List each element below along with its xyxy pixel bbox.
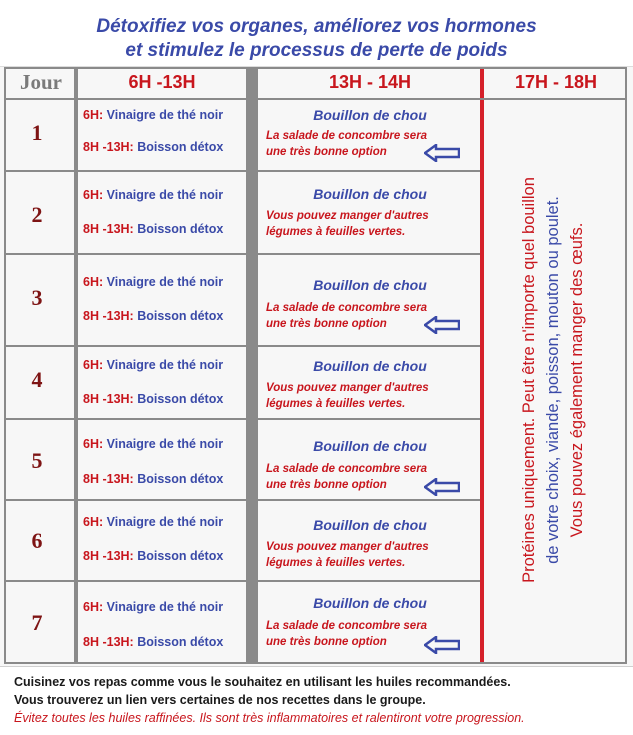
soup-label: Bouillon de chou: [313, 277, 427, 293]
soup-label: Bouillon de chou: [313, 358, 427, 374]
page-title: [0, 0, 633, 67]
morning-line-1: 6H: Vinaigre de thé noir: [83, 108, 224, 122]
grid-line: [74, 68, 78, 664]
day-number: 7: [31, 610, 43, 635]
morning-line-1: 6H: Vinaigre de thé noir: [83, 437, 224, 451]
note-text: La salade de concombre sera une très bonne option: [266, 130, 428, 158]
footer-warning: Évitez toutes les huiles raffinées. Ils sont très inflammatoires et ralentiront votre progression.: [14, 711, 525, 725]
column-header-midday: 13H - 14H: [328, 72, 412, 92]
arrow-left-icon: [424, 478, 460, 496]
morning-line-1: 6H: Vinaigre de thé noir: [83, 275, 224, 289]
soup-label: Bouillon de chou: [313, 107, 427, 123]
soup-label: Bouillon de chou: [313, 517, 427, 533]
morning-line-1: 6H: Vinaigre de thé noir: [83, 358, 224, 372]
evening-line-2: de votre choix, viande, poisson, mouton ou poulet.: [544, 196, 562, 564]
note-text: La salade de concombre sera une très bonne option: [266, 620, 428, 648]
morning-line-2: 8H -13H: Boisson détox: [83, 140, 224, 154]
grid-line: [625, 68, 627, 664]
note-text: La salade de concombre sera une très bonne option: [266, 463, 428, 491]
day-number: 1: [31, 120, 43, 145]
grid-line: [4, 662, 627, 664]
grid-line: [4, 580, 480, 582]
note-text: Vous pouvez manger d'autres légumes à feuilles vertes.: [266, 541, 429, 569]
grid-line: [4, 345, 480, 347]
grid-line: [4, 253, 480, 255]
note-text: Vous pouvez manger d'autres légumes à feuilles vertes.: [266, 210, 429, 238]
evening-line-3: Vous pouvez également manger des œufs.: [568, 222, 586, 538]
soup-label: Bouillon de chou: [313, 438, 427, 454]
grid-line: [4, 499, 480, 501]
evening-divider: [480, 68, 484, 664]
day-number: 3: [31, 285, 43, 310]
column-header-evening: 17H - 18H: [514, 72, 598, 92]
footer-line-1: Cuisinez vos repas comme vous le souhaitez en utilisant les huiles recommandées.: [14, 675, 511, 689]
grid-line: [246, 68, 258, 664]
column-header-morning: 6H -13H: [128, 72, 196, 92]
morning-line-2: 8H -13H: Boisson détox: [83, 222, 224, 236]
day-number: 2: [31, 202, 43, 227]
morning-line-2: 8H -13H: Boisson détox: [83, 472, 224, 486]
day-number: 5: [31, 448, 43, 473]
note-text: La salade de concombre sera une très bonne option: [266, 302, 428, 330]
morning-line-1: 6H: Vinaigre de thé noir: [83, 515, 224, 529]
morning-line-1: 6H: Vinaigre de thé noir: [83, 188, 224, 202]
grid-line: [4, 67, 627, 69]
morning-line-2: 8H -13H: Boisson détox: [83, 309, 224, 323]
note-text: Vous pouvez manger d'autres légumes à feuilles vertes.: [266, 382, 429, 410]
day-number: 6: [31, 528, 43, 553]
footer-notes: [0, 666, 633, 735]
arrow-left-icon: [424, 316, 460, 334]
grid-line: [4, 170, 480, 172]
grid-line: [4, 68, 6, 664]
grid-line: [4, 418, 480, 420]
morning-line-1: 6H: Vinaigre de thé noir: [83, 600, 224, 614]
evening-line-1: Protéines uniquement. Peut être n'importe quel bouillon: [520, 177, 538, 583]
arrow-left-icon: [424, 636, 460, 654]
arrow-left-icon: [424, 144, 460, 162]
title-line-2: et stimulez le processus de perte de poids: [125, 40, 508, 61]
morning-line-2: 8H -13H: Boisson détox: [83, 549, 224, 563]
title-line-1: Détoxifiez vos organes, améliorez vos hormones: [96, 16, 537, 37]
column-header-jour: Jour: [20, 70, 62, 94]
grid-line: [4, 98, 627, 100]
footer-line-2: Vous trouverez un lien vers certaines de nos recettes dans le groupe.: [14, 693, 426, 707]
soup-label: Bouillon de chou: [313, 595, 427, 611]
day-number: 4: [31, 367, 43, 392]
morning-line-2: 8H -13H: Boisson détox: [83, 392, 224, 406]
morning-line-2: 8H -13H: Boisson détox: [83, 635, 224, 649]
soup-label: Bouillon de chou: [313, 186, 427, 202]
